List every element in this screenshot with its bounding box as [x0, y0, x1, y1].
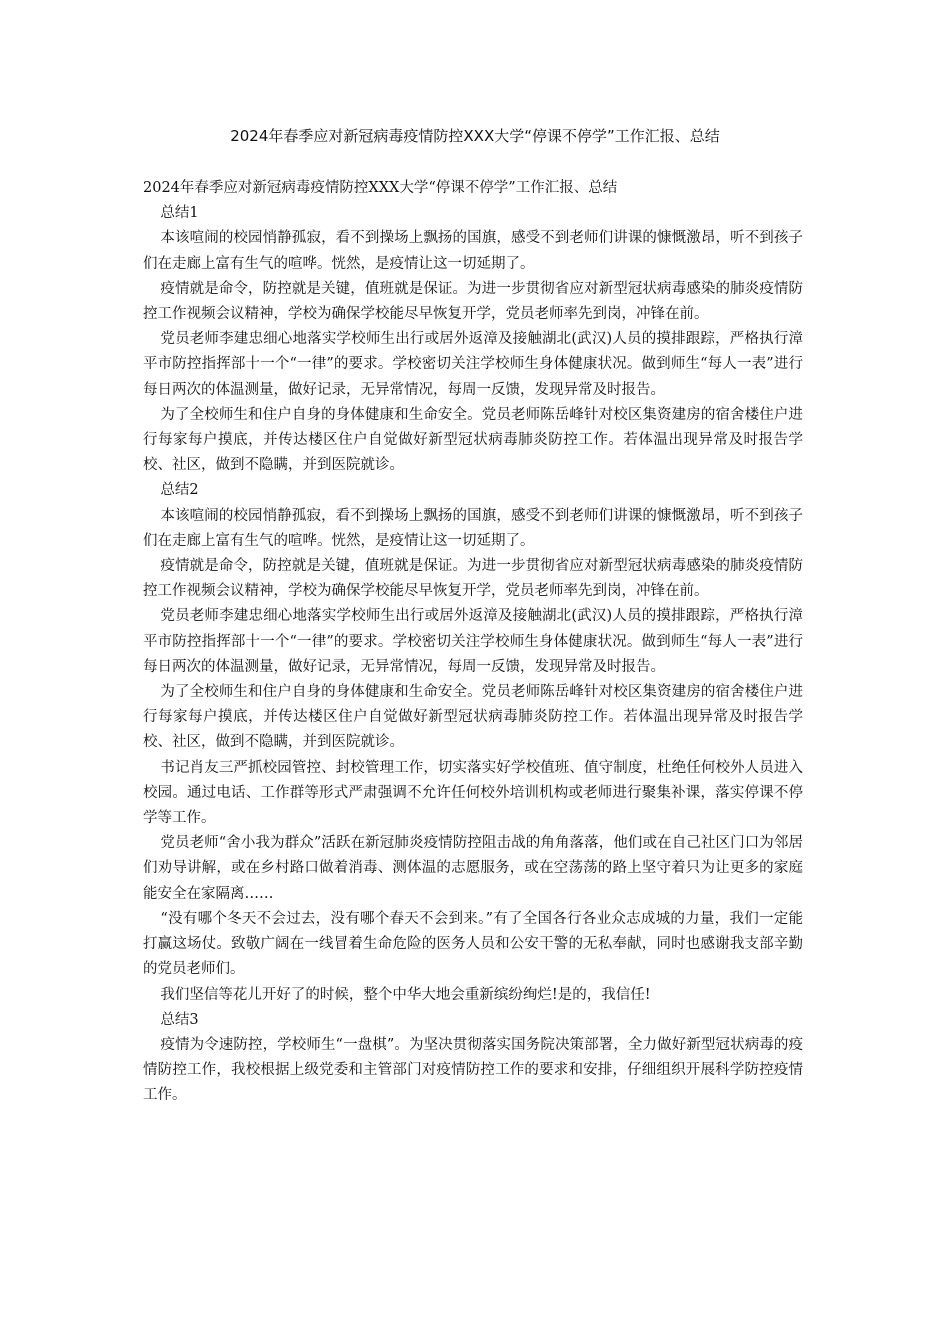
paragraph: 党员老师李建忠细心地落实学校师生出行或居外返漳及接触湖北(武汉)人员的摸排跟踪，严格执行漳平市防控指挥部十一个“一律”的要求。学校密切关注学校师生身体健康状况。做到师生“每人一表”进行每日两次的体温测量，做好记录，无异常情况，每周一反馈，发现异常及时报告。 — [143, 331, 803, 398]
paragraph: 党员老师李建忠细心地落实学校师生出行或居外返漳及接触湖北(武汉)人员的摸排跟踪，严格执行漳平市防控指挥部十一个“一律”的要求。学校密切关注学校师生身体健康状况。做到师生“每人一表”进行每日两次的体温测量，做好记录，无异常情况，每周一反馈，发现异常及时报告。 — [143, 608, 803, 675]
paragraph: “没有哪个冬天不会过去，没有哪个春天不会到来。”有了全国各行各业众志成城的力量，我们一定能打赢这场仗。致敬广阔在一线冒着生命危险的医务人员和公安干警的无私奉献，同时也感谢我支部辛勤的党员老师们。 — [143, 910, 803, 978]
paragraph: 为了全校师生和住户自身的身体健康和生命安全。党员老师陈岳峰针对校区集资建房的宿舍楼住户进行每家每户摸底，并传达楼区住户自觉做好新型冠状病毒肺炎防控工作。若体温出现异常及时报告学校、社区，做到不隐瞒，并到医院就诊。 — [143, 684, 803, 751]
document-subtitle: 2024年春季应对新冠病毒疫情防控XXX大学“停课不停学”工作汇报、总结 — [143, 180, 618, 196]
paragraph: 本该喧闹的校园悄静孤寂，看不到操场上飘扬的国旗，感受不到老师们讲课的慷慨激昂，听不到孩子们在走廊上富有生气的喧哗。恍然，是疫情让这一切延期了。 — [143, 507, 803, 549]
paragraph: 为了全校师生和住户自身的身体健康和生命安全。党员老师陈岳峰针对校区集资建房的宿舍楼住户进行每家每户摸底，并传达楼区住户自觉做好新型冠状病毒肺炎防控工作。若体温出现异常及时报告学校、社区，做到不隐瞒，并到医院就诊。 — [143, 406, 803, 474]
paragraph: 本该喧闹的校园悄静孤寂，看不到操场上飘扬的国旗，感受不到老师们讲课的慷慨激昂，听不到孩子们在走廊上富有生气的喧哗。恍然，是疫情让这一切延期了。 — [143, 230, 803, 272]
paragraph: 疫情就是命令，防控就是关键，值班就是保证。为进一步贯彻省应对新型冠状病毒感染的肺炎疫情防控工作视频会议精神，学校为确保学校能尽早恢复开学，党员老师率先到岗，冲锋在前。 — [143, 280, 803, 323]
document-body — [143, 176, 803, 1109]
section-heading-3: 总结3 — [160, 1011, 199, 1028]
section-heading-2: 总结2 — [160, 482, 199, 499]
section-heading-1: 总结1 — [160, 205, 199, 222]
page-title: 2024年春季应对新冠病毒疫情防控XXX大学“停课不停学”工作汇报、总结 — [230, 127, 720, 145]
paragraph: 疫情就是命令，防控就是关键，值班就是保证。为进一步贯彻省应对新型冠状病毒感染的肺炎疫情防控工作视频会议精神，学校为确保学校能尽早恢复开学，党员老师率先到岗，冲锋在前。 — [143, 558, 803, 600]
paragraph: 我们坚信等花儿开好了的时候，整个中华大地会重新缤纷绚烂!是的，我信任! — [160, 986, 651, 1003]
paragraph: 书记肖友三严抓校园管控、封校管理工作，切实落实好学校值班、值守制度，杜绝任何校外人员进入校园。通过电话、工作群等形式严肃强调不允许任何校外培训机构或老师进行聚集补课，落实停课不停学等工作。 — [143, 759, 803, 827]
paragraph: 疫情为令速防控，学校师生“一盘棋”。为坚决贯彻落实国务院决策部署，全力做好新型冠状病毒的疫情防控工作，我校根据上级党委和主管部门对疫情防控工作的要求和安排，仔细组织开展科学防控疫情工作。 — [143, 1036, 803, 1104]
paragraph: 党员老师“舍小我为群众”活跃在新冠肺炎疫情防控阻击战的角角落落，他们或在自己社区门口为邻居们劝导讲解，或在乡村路口做着消毒、测体温的志愿服务，或在空荡荡的路上坚守着只为让更多的家庭能安全在家隔离…… — [143, 835, 803, 902]
